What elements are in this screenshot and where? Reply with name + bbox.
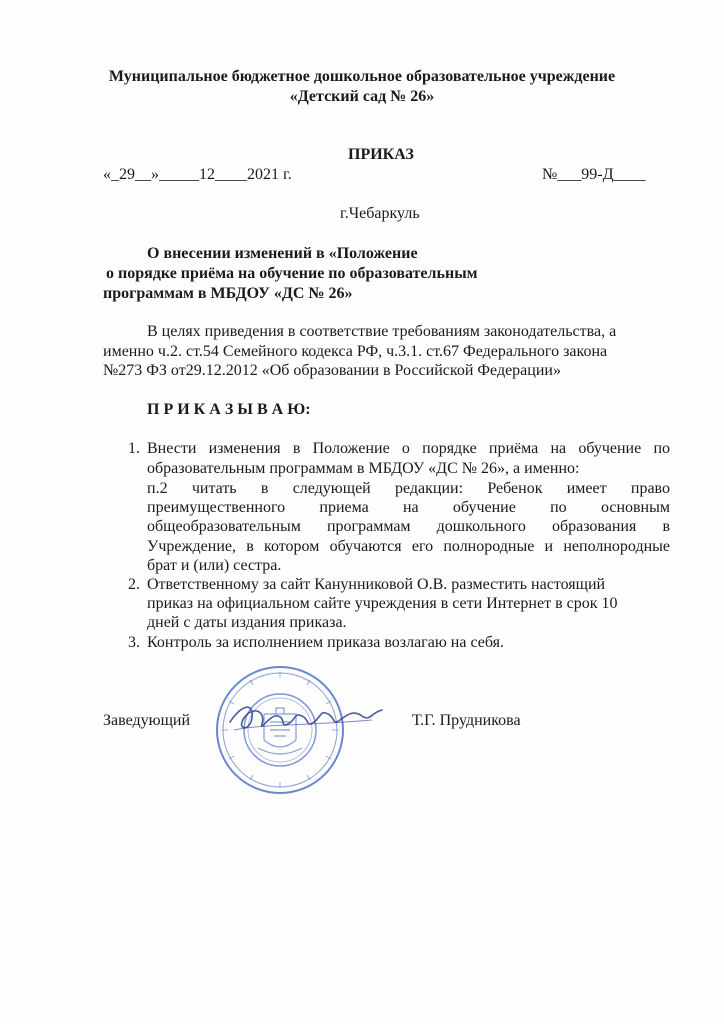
list-item-line: преимущественного приема на обучение по основным xyxy=(147,499,670,516)
signer-position: Заведующий xyxy=(103,712,191,729)
list-item-number: 2. xyxy=(128,576,140,593)
signer-name: Т.Г. Прудникова xyxy=(412,712,521,729)
organization-name: Муниципальное бюджетное дошкольное образовательное учреждение xyxy=(108,68,616,85)
order-date: «_29__»_____12____2021 г. xyxy=(103,166,292,183)
list-item-line: Внести изменения в Положение о порядке приёма на обучение по xyxy=(147,440,670,457)
preamble-line-2: именно ч.2. ст.54 Семейного кодекса РФ, ч.3.1. ст.67 Федерального закона xyxy=(103,343,608,360)
preamble-line-3: №273 ФЗ от29.12.2012 «Об образовании в Российской Федерации» xyxy=(103,362,561,379)
list-item-line: п.2 читать в следующей редакции: Ребенок имеет право xyxy=(147,480,670,497)
signature xyxy=(222,694,392,744)
organization-short-name: «Детский сад № 26» xyxy=(289,88,435,105)
list-item-line: общеобразовательным программам дошкольного образования в xyxy=(147,518,670,535)
document-title: ПРИКАЗ xyxy=(348,146,414,163)
order-word: П Р И К А З Ы В А Ю: xyxy=(147,401,311,418)
list-item-number: 3. xyxy=(128,634,140,651)
subject-line-3: программам в МБДОУ «ДС № 26» xyxy=(103,285,353,302)
list-item-line: приказ на официальном сайте учреждения в сети Интернет в срок 10 xyxy=(147,595,618,612)
subject-line-2: о порядке приёма на обучение по образовательным xyxy=(106,265,478,282)
list-item-line: брат и (или) сестра. xyxy=(147,557,282,574)
subject-line-1: О внесении изменений в «Положение xyxy=(147,245,418,262)
list-item-line: дней с даты издания приказа. xyxy=(147,614,347,631)
list-item-line: Учреждение, в котором обучаются его полнородные и неполнородные xyxy=(147,538,670,555)
list-item-line: Контроль за исполнением приказа возлагаю на себя. xyxy=(147,634,504,651)
list-item-number: 1. xyxy=(128,440,140,457)
list-item-line: образовательным программам в МБДОУ «ДС № 26», а именно: xyxy=(147,460,580,477)
order-number: №___99-Д____ xyxy=(542,166,646,183)
list-item-line: Ответственному за сайт Канунниковой О.В. разместить настоящий xyxy=(147,576,606,593)
city: г.Чебаркуль xyxy=(340,205,420,222)
preamble-line-1: В целях приведения в соответствие требованиям законодательства, а xyxy=(147,323,617,340)
